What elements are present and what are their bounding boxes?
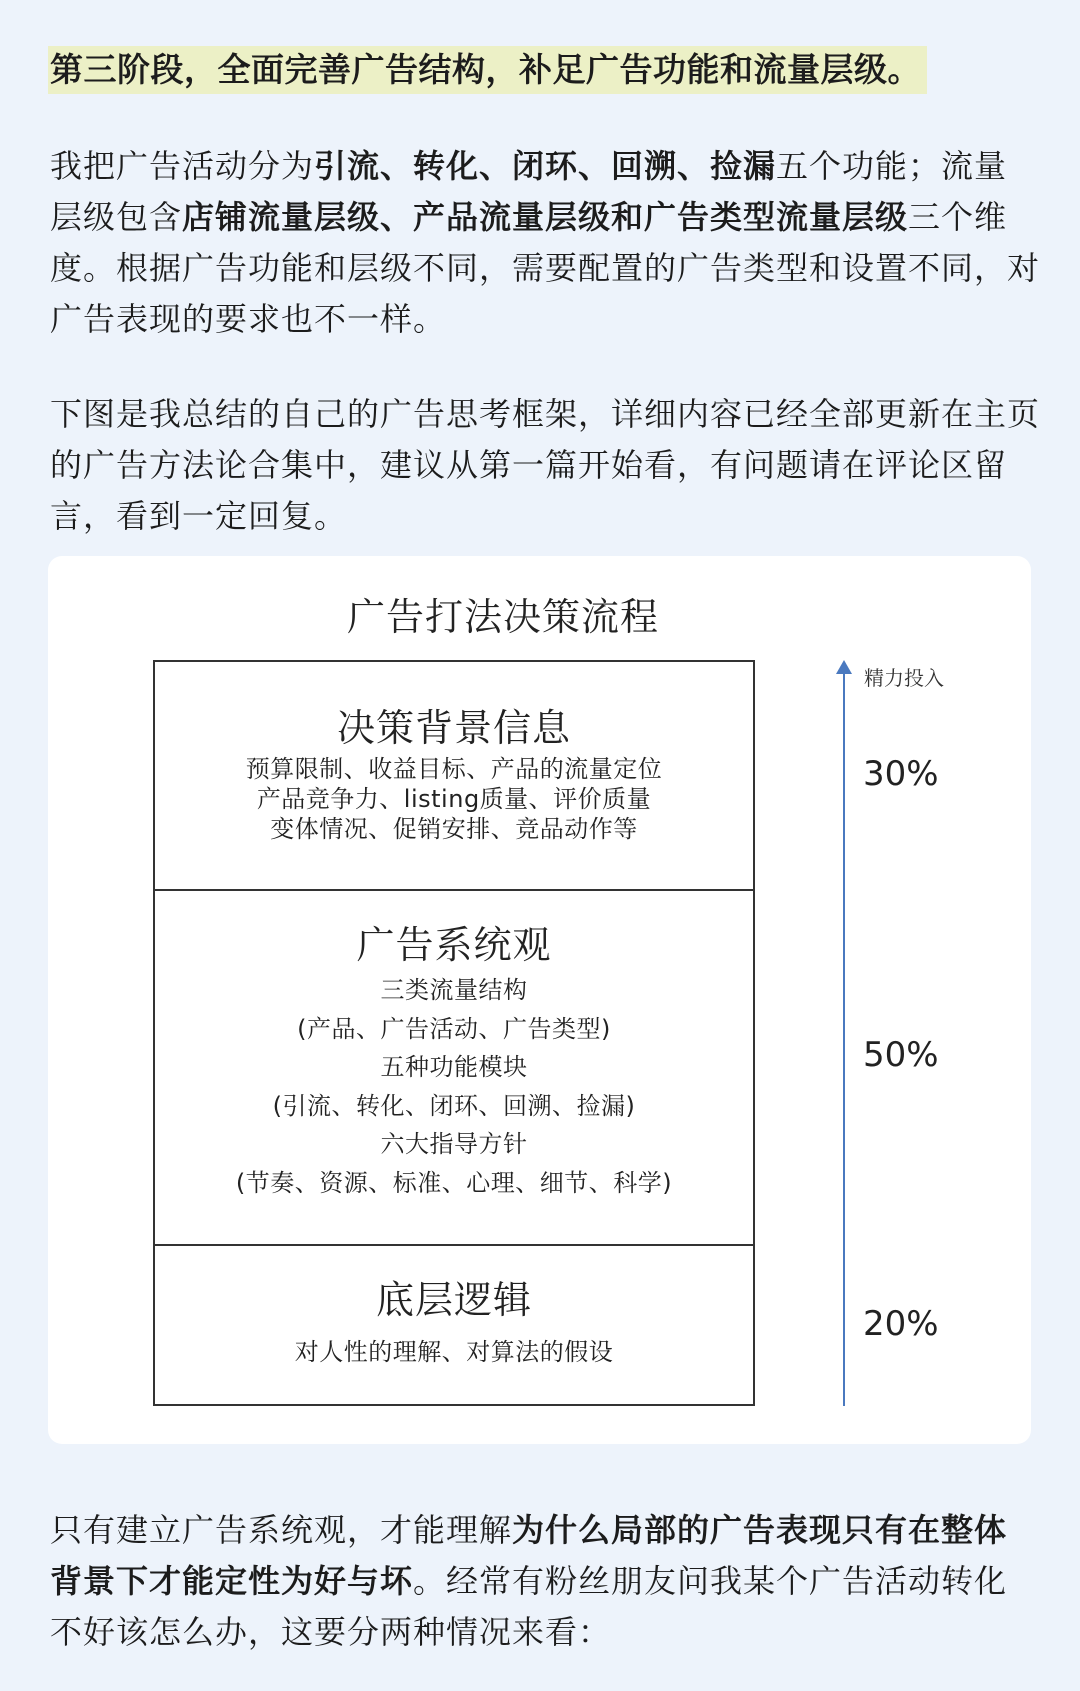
axis-label: 精力投入 [864,666,944,690]
effort-axis [843,668,845,1406]
section-line: 预算限制、收益目标、产品的流量定位 [245,755,663,783]
decision-stack [153,660,755,1406]
section-line: 六大指导方针 [380,1130,528,1158]
section-line: (引流、转化、闭环、回溯、捡漏) [272,1091,636,1120]
bold-run: 为什么局部的广告表现只有在整体背景下才能定性为好与坏 [50,1511,1008,1600]
section-underlying-logic [155,1246,753,1406]
section-heading: 第三阶段，全面完善广告结构，补足广告功能和流量层级。 [48,46,927,94]
section-system-view [155,891,753,1246]
section-line: 五种功能模块 [380,1053,528,1081]
intro-paragraph [50,141,1040,345]
section-title: 广告系统观 [356,923,552,967]
bold-run: 店铺流量层级、产品流量层级和广告类型流量层级 [182,198,909,236]
percent-label: 50% [863,1035,939,1075]
section-line: 三类流量结构 [380,976,528,1004]
section-line: 产品竞争力、listing质量、评价质量 [256,785,652,813]
text-run: 三个维度。根据广告功能和层级不同，需要配置的广告类型和设置不同，对广告表现的要求也不一样。 [50,198,1041,338]
framework-paragraph: 下图是我总结的自己的广告思考框架，详细内容已经全部更新在主页的广告方法论合集中，建议从第一篇开始看，有问题请在评论区留言，看到一定回复。 [50,395,1041,535]
percent-label: 20% [863,1304,939,1344]
text-run: 我把广告活动分为 [50,147,315,185]
diagram-card [48,556,1031,1444]
text-run: 只有建立广告系统观，才能理解 [50,1511,513,1549]
text-run: 。经常有粉丝朋友问我某个广告活动转化不好该怎么办，这要分两种情况来看： [50,1562,1008,1651]
conclusion-paragraph [50,1505,1040,1658]
section-line: (节奏、资源、标准、心理、细节、科学) [235,1168,673,1197]
section-title: 决策背景信息 [336,706,571,750]
text-run: 五个功能；流量层级包含 [50,147,1008,236]
section-line: 变体情况、促销安排、竞品动作等 [270,815,638,843]
section-line: 对人性的理解、对算法的假设 [294,1338,614,1366]
section-decision-background [155,662,753,891]
percent-label: 30% [863,754,939,794]
section-line: (产品、广告活动、广告类型) [297,1014,611,1043]
bold-run: 引流、转化、闭环、回溯、捡漏 [314,147,777,185]
section-title: 底层逻辑 [375,1278,532,1322]
diagram-title: 广告打法决策流程 [346,595,659,639]
